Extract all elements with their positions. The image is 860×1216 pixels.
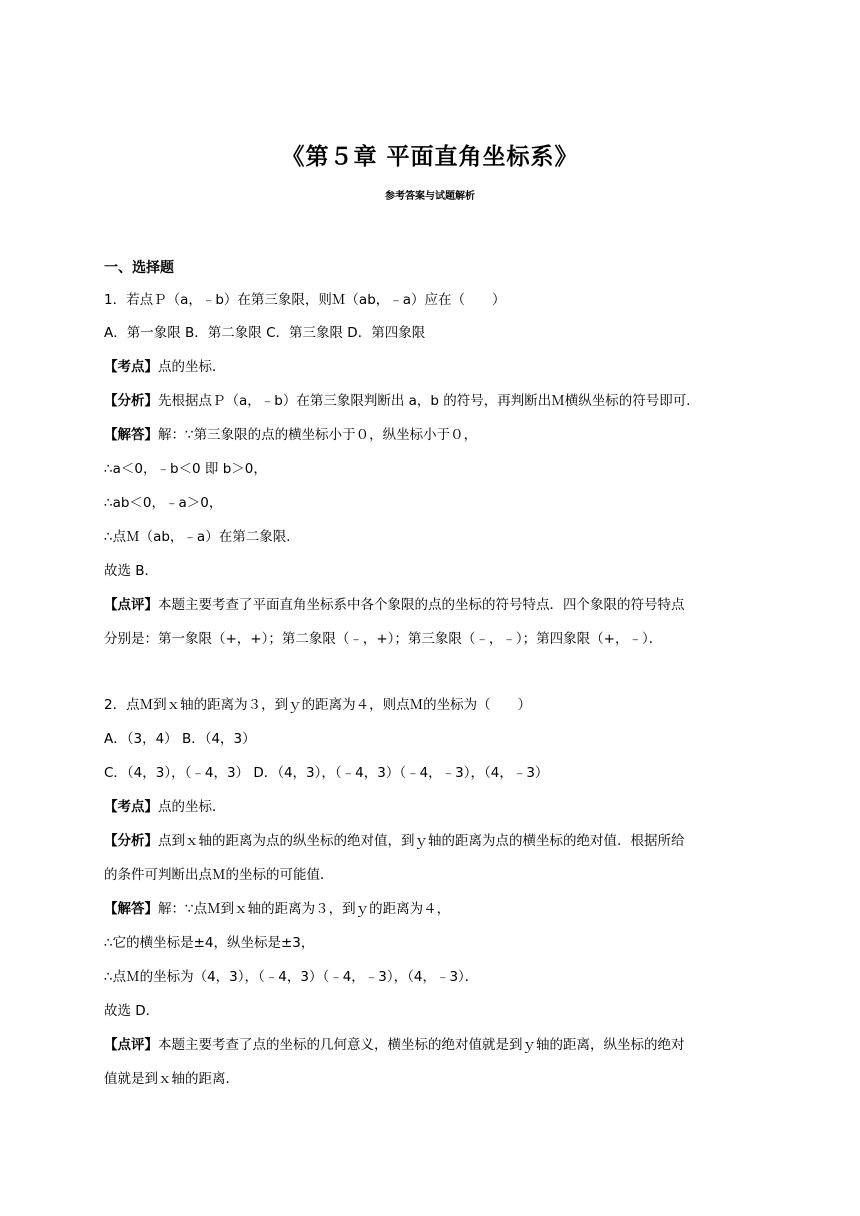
q1-fenxi-tag: 【分析】 (104, 393, 158, 409)
q2-kaodian (104, 797, 764, 817)
q1-jieda (104, 425, 764, 445)
q2-step-1: ∴它的横坐标是±4，纵坐标是±3， (104, 935, 315, 951)
q1-kaodian (104, 357, 764, 377)
q1-kaodian-text: 点的坐标． (158, 359, 226, 375)
document-title: 《第５章 平面直角坐标系》 (281, 144, 579, 170)
document-subtitle: 参考答案与试题解析 (385, 191, 475, 202)
q1-dianping-text: 本题主要考查了平面直角坐标系中各个象限的点的坐标的符号特点．四个象限的符号特点 (158, 597, 685, 613)
q1-kaodian-tag: 【考点】 (104, 359, 158, 375)
q2-jieda-text: 解：∵点Ｍ到ｘ轴的距离为３，到ｙ的距离为４， (158, 901, 451, 917)
q1-step-2: ∴ab＜0，﹣a＞0， (104, 495, 223, 511)
q2-kaodian-tag: 【考点】 (104, 799, 158, 815)
q2-options-2: C．（4，3），（﹣4，3） D．（4，3），（﹣4，3）（﹣4，﹣3），（4，﹣3） (104, 765, 549, 781)
q1-stem: 1．若点Ｐ（a，﹣b）在第三象限，则Ｍ（ab，﹣a）应在（ ） (104, 292, 506, 308)
q1-jieda-text: 解：∵第三象限的点的横坐标小于０，纵坐标小于０， (158, 427, 478, 443)
q2-options-1: A．（3，4） B．（4，3） (104, 731, 256, 747)
q2-kaodian-text: 点的坐标． (158, 799, 226, 815)
q2-answer: 故选 D． (104, 1003, 160, 1019)
section-heading: 一、选择题 (104, 260, 174, 276)
q1-jieda-tag: 【解答】 (104, 427, 158, 443)
q2-stem: 2．点Ｍ到ｘ轴的距离为３，到ｙ的距离为４，则点Ｍ的坐标为（ ） (104, 697, 532, 713)
q1-step-3: ∴点Ｍ（ab，﹣a）在第二象限． (104, 529, 300, 545)
q2-dianping-text: 本题主要考查了点的坐标的几何意义，横坐标的绝对值就是到ｙ轴的距离，纵坐标的绝对 (158, 1037, 685, 1053)
q2-fenxi-tag: 【分析】 (104, 833, 158, 849)
q2-fenxi-cont: 的条件可判断出点Ｍ的坐标的可能值． (104, 867, 334, 883)
q1-fenxi (104, 391, 764, 411)
q2-step-2: ∴点Ｍ的坐标为（4，3），（﹣4，3）（﹣4，﹣3），（4，﹣3）． (104, 969, 479, 985)
q1-dianping-cont: 分别是：第一象限（+，+）；第二象限（﹣，+）；第三象限（﹣，﹣）；第四象限（+，﹣）． (104, 631, 663, 647)
q1-fenxi-text: 先根据点Ｐ（a，﹣b）在第三象限判断出 a，b 的符号，再判断出Ｍ横纵坐标的符号即可． (158, 393, 700, 409)
q2-jieda-tag: 【解答】 (104, 901, 158, 917)
q2-dianping (104, 1035, 764, 1055)
q2-dianping-cont: 值就是到ｘ轴的距离． (104, 1071, 239, 1087)
q1-options: A．第一象限 B．第二象限 C．第三象限 D．第四象限 (104, 325, 426, 341)
q1-dianping (104, 595, 764, 615)
q2-jieda (104, 899, 764, 919)
q2-dianping-tag: 【点评】 (104, 1037, 158, 1053)
q1-answer: 故选 B． (104, 563, 159, 579)
q2-fenxi-text: 点到ｘ轴的距离为点的纵坐标的绝对值，到ｙ轴的距离为点的横坐标的绝对值．根据所给 (158, 833, 685, 849)
q2-fenxi (104, 831, 764, 851)
q1-dianping-tag: 【点评】 (104, 597, 158, 613)
q1-step-1: ∴a＜0，﹣b＜0 即 b＞0， (104, 461, 267, 477)
